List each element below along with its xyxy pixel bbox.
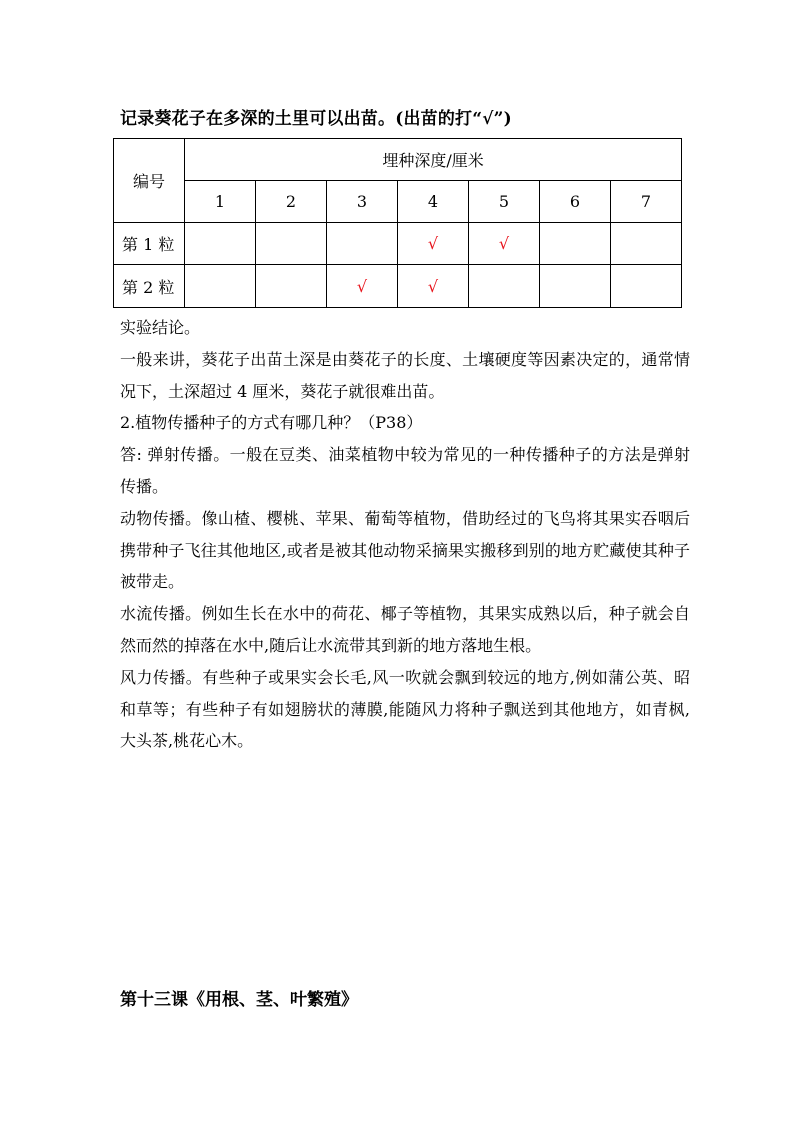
table-row [114,223,682,265]
result-cell [611,265,682,308]
result-cell [540,223,611,265]
result-cell [398,265,469,308]
depth-cell: 4 [398,181,469,223]
result-cell [327,265,398,308]
paragraph-wind: 风力传播。有些种子或果实会长毛,风一吹就会飘到较远的地方,例如蒲公英、昭和草等；有些种子有如翅膀状的薄膜,能随风力将种子飘送到其他地方，如青枫,大头茶,桃花心木。 [120,667,690,751]
lesson-heading: 第十三课《用根、茎、叶繁殖》 [120,990,358,1010]
depth-cell: 6 [540,181,611,223]
result-cell [256,265,327,308]
table-row [114,265,682,308]
paragraph-conclusion: 一般来讲，葵花子出苗土深是由葵花子的长度、土壤硬度等因素决定的，通常情况下，土深超过 4 厘米，葵花子就很难出苗。 [120,349,690,401]
paragraph-conclusion-heading: 实验结论。 [120,318,201,337]
result-cell [611,223,682,265]
check-mark: √ [427,276,439,296]
depth-header-cell: 埋种深度/厘米 [185,139,682,181]
depth-cell: 1 [185,181,256,223]
check-mark: √ [356,276,368,296]
depth-cell: 5 [469,181,540,223]
result-cell [185,223,256,265]
result-cell [398,223,469,265]
result-cell [327,223,398,265]
check-mark: √ [498,234,510,253]
result-cell [540,265,611,308]
result-cell [469,223,540,265]
table-title: 记录葵花子在多深的土里可以出苗。(出苗的打“√”) [120,109,512,129]
code-header-cell: 编号 [114,139,185,223]
depth-cell: 3 [327,181,398,223]
result-cell [256,223,327,265]
row-label: 第 2 粒 [114,265,185,308]
depth-cell: 7 [611,181,682,223]
paragraph-question: 2.植物传播种子的方式有哪几种？（P38） [120,413,423,433]
row-label: 第 1 粒 [114,223,185,265]
result-cell [469,265,540,308]
paragraph-ejection: 答: 弹射传播。一般在豆类、油菜植物中较为常见的一种传播种子的方法是弹射传播。 [120,445,690,496]
result-cell [185,265,256,308]
paragraph-animal: 动物传播。像山楂、樱桃、苹果、葡萄等植物，借助经过的飞鸟将其果实吞咽后携带种子飞往其他地区,或者是被其他动物采摘果实搬移到别的地方贮藏使其种子被带走。 [120,508,690,592]
body-text [120,312,690,757]
depth-record-table [113,138,682,308]
paragraph-water: 水流传播。例如生长在水中的荷花、椰子等植物，其果实成熟以后，种子就会自然而然的掉落在水中,随后让水流带其到新的地方落地生根。 [120,604,690,655]
depth-cell: 2 [256,181,327,223]
check-mark: √ [427,234,439,253]
